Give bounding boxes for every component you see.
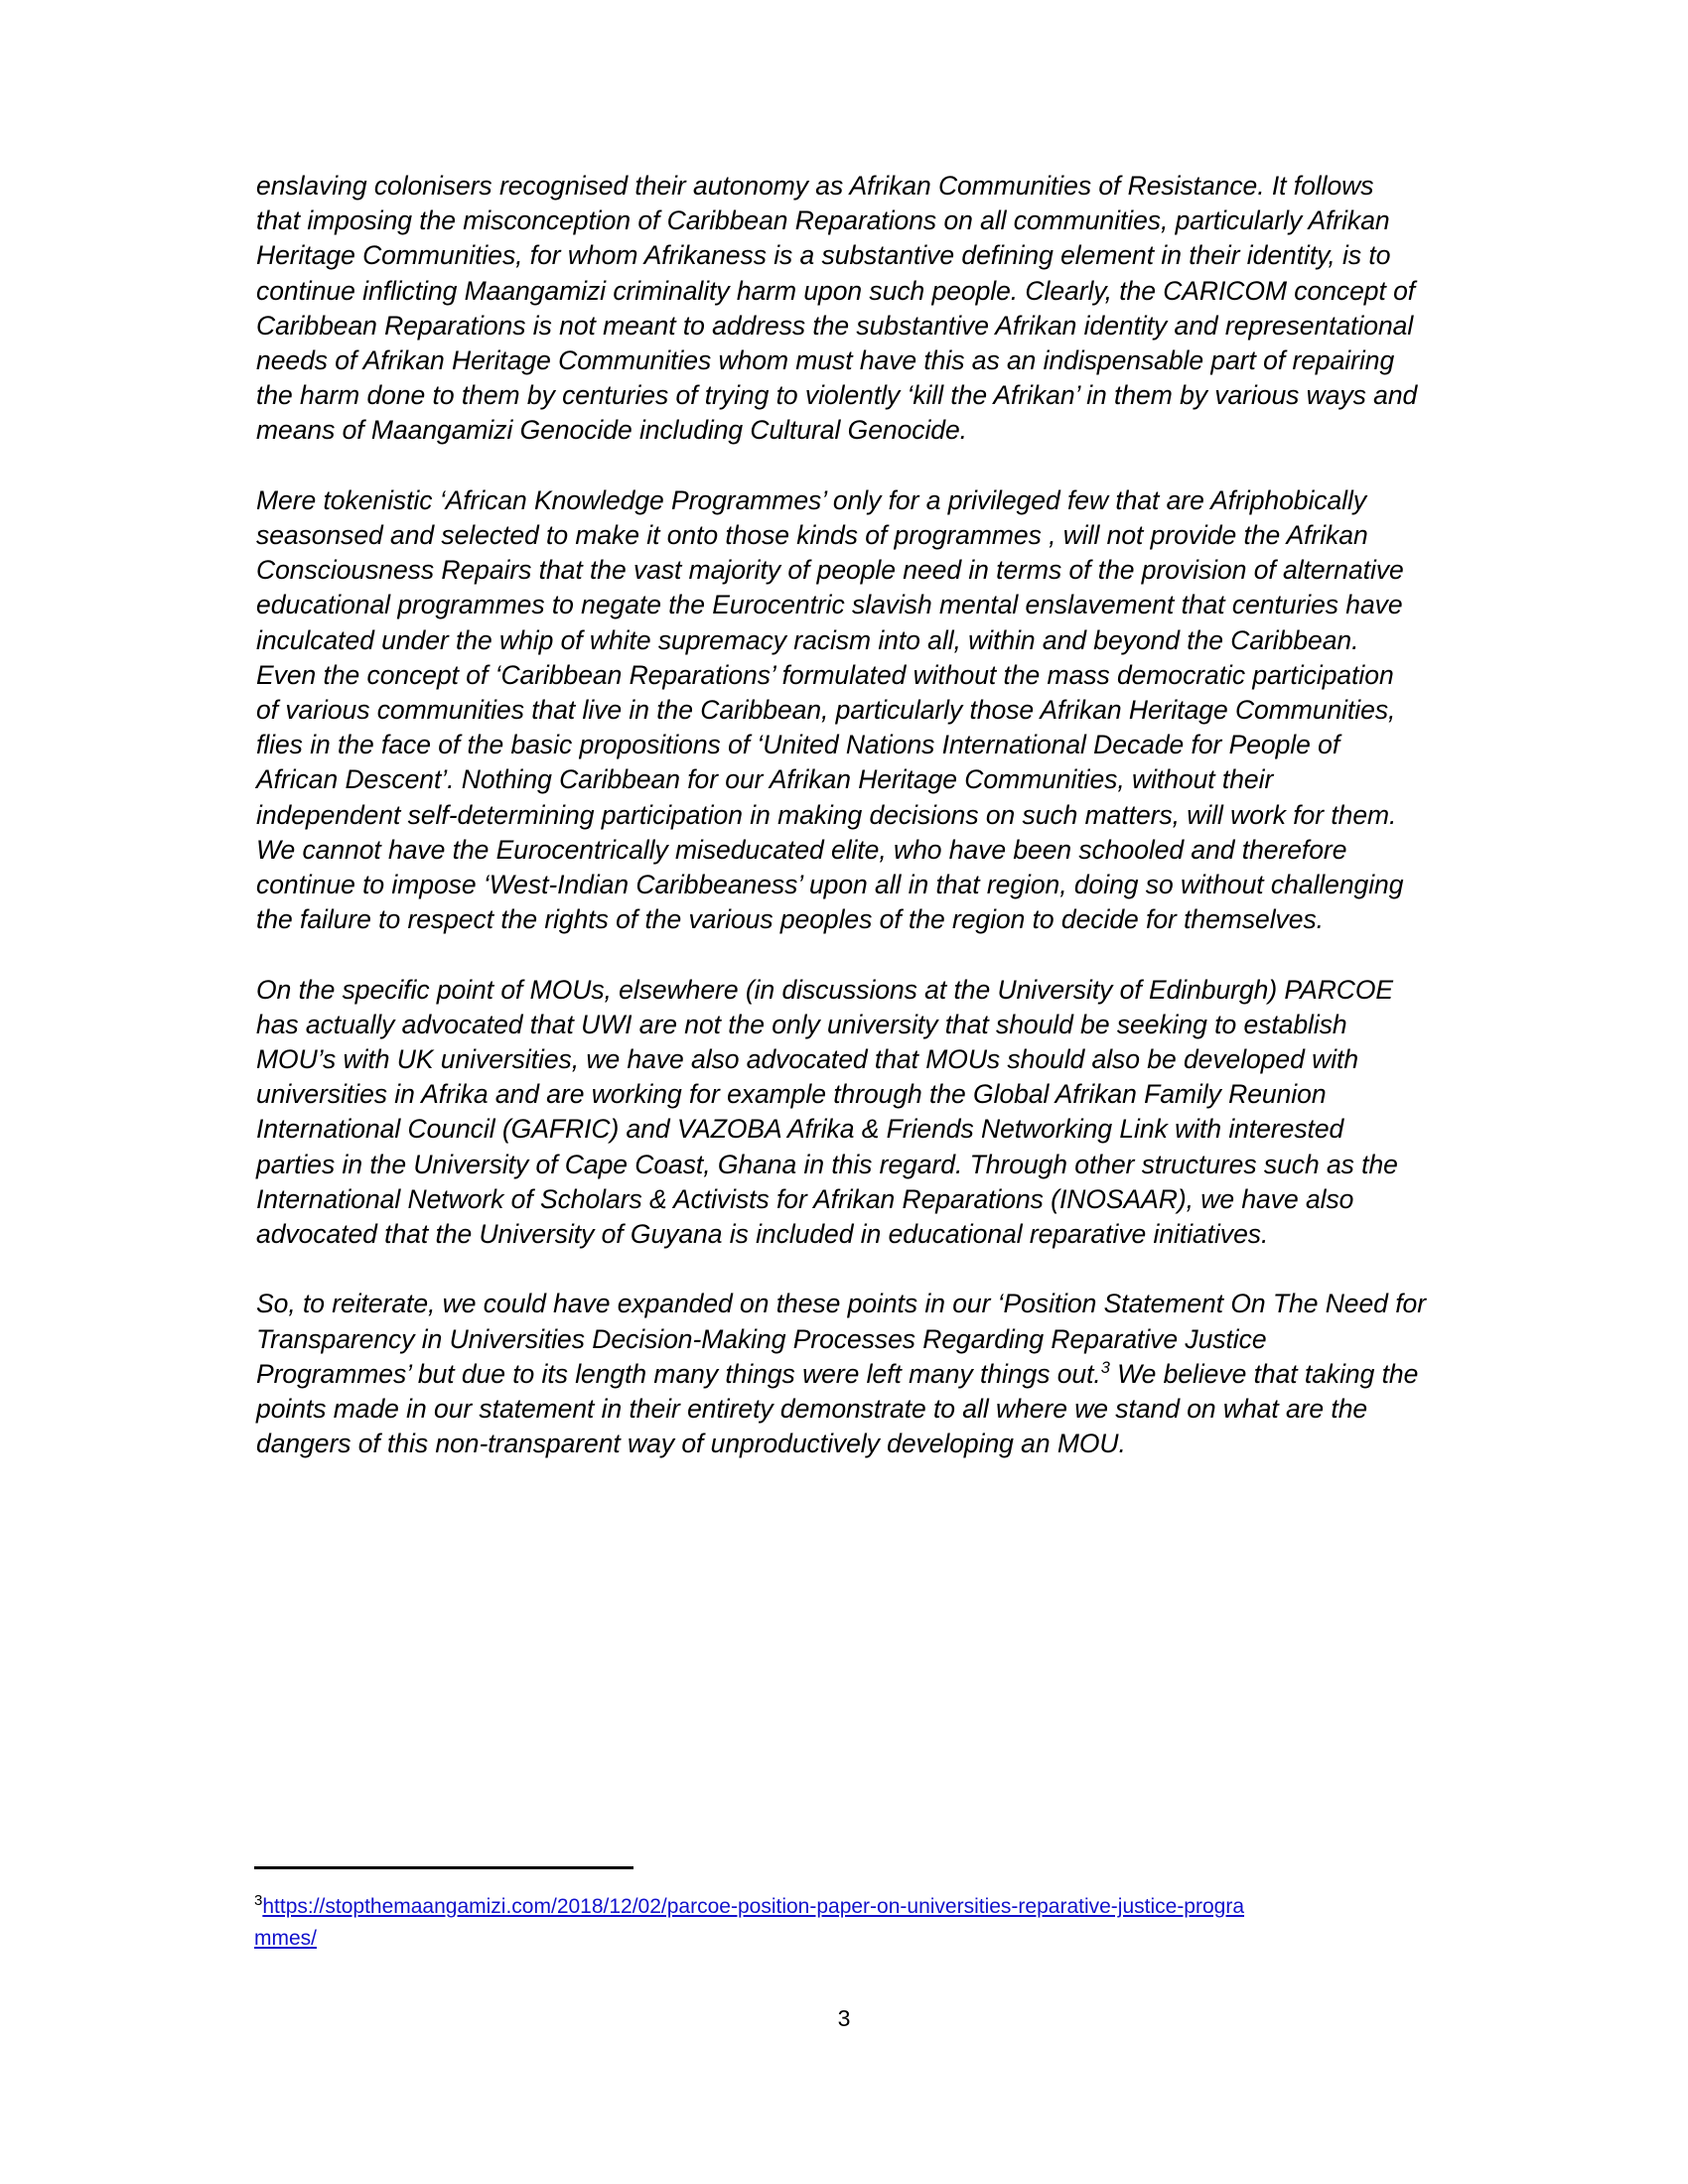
page-number: 3 [837,2005,851,2031]
body-paragraph-4 [256,1287,1434,1461]
footnote-separator-rule [254,1866,633,1869]
final-paragraph-text-before-footnote: So, to reiterate, we could have expanded on these points in our ‘Position Statement On The Need for Transparency in Universities Decision-Making Processes Regarding Reparative Justice Programmes’ but due to its length many things were left many things out. [256,1289,1434,1389]
footnote-reference-marker[interactable]: 3 [1100,1359,1110,1378]
footnote-area [254,1866,1426,1955]
body-paragraph-1: enslaving colonisers recognised their autonomy as Afrikan Communities of Resistance. It follows that imposing the misconception of Caribbean Reparations on all communities, particularly Afrikan Heritage Communities, for whom Afrikaness is a substantive defining element in their identity, is to continue inflicting Maangamizi criminality harm upon such people. Clearly, the CARICOM concept of Caribbean Reparations is not meant to address the substantive Afrikan identity and representational needs of Afrikan Heritage Communities whom must have this as an indispensable part of repairing the harm done to them by centuries of trying to violently ‘kill the Afrikan’ in them by various ways and means of Maangamizi Genocide including Cultural Genocide. [256,171,1425,446]
footnote-url-link[interactable]: https://stopthemaangamizi.com/2018/12/02/parcoe-position-paper-on-universities-reparative-justice-programmes/ [254,1895,1245,1950]
body-paragraph-3: On the specific point of MOUs, elsewhere (in discussions at the University of Edinburgh) PARCOE has actually advocated that UWI are not the only university that should be seeking to establish MOU’s with UK universities, we have also advocated that MOUs should also be developed with universities in Afrika and are working for example through the Global Afrikan Family Reunion International Council (GAFRIC) and VAZOBA Afrika & Friends Networking Link with interested parties in the University of Cape Coast, Ghana in this regard. Through other structures such as the International Network of Scholars & Activists for Afrikan Reparations (INOSAAR), we have also advocated that the University of Guyana is included in educational reparative initiatives. [256,974,1406,1250]
final-paragraph-text-after-footnote: We believe that taking the points made in our statement in their entirety demonstrate to all where we stand on what are the dangers of this non-transparent way of unproductively developing an MOU. [256,1358,1426,1459]
body-paragraph-2: Mere tokenistic ‘African Knowledge Programmes’ only for a privileged few that are Afriphobically seasonsed and selected to make it onto those kinds of programmes , will not provide the Afrikan Consciousness Repairs that the vast majority of people need in terms of the provision of alternative educational programmes to negate the Eurocentric slavish mental enslavement that centuries have inculcated under the whip of white supremacy racism into all, within and beyond the Caribbean. Even the concept of ‘Caribbean Reparations’ formulated without the mass democratic participation of various communities that live in the Caribbean, particularly those Afrikan Heritage Communities, flies in the face of the basic propositions of ‘United Nations International Decade for People of African Descent’. Nothing Caribbean for our Afrikan Heritage Communities, without their independent self-determining participation in making decisions on such matters, will work for them. We cannot have the Eurocentrically miseducated elite, who have been schooled and therefore continue to impose ‘West-Indian Caribbeaness’ upon all in that region, doing so without challenging the failure to respect the rights of the various peoples of the region to decide for themselves. [256,484,1412,935]
footnote-number: 3 [254,1892,263,1909]
footnote-entry [254,1891,1257,1955]
document-body [256,169,1434,1461]
